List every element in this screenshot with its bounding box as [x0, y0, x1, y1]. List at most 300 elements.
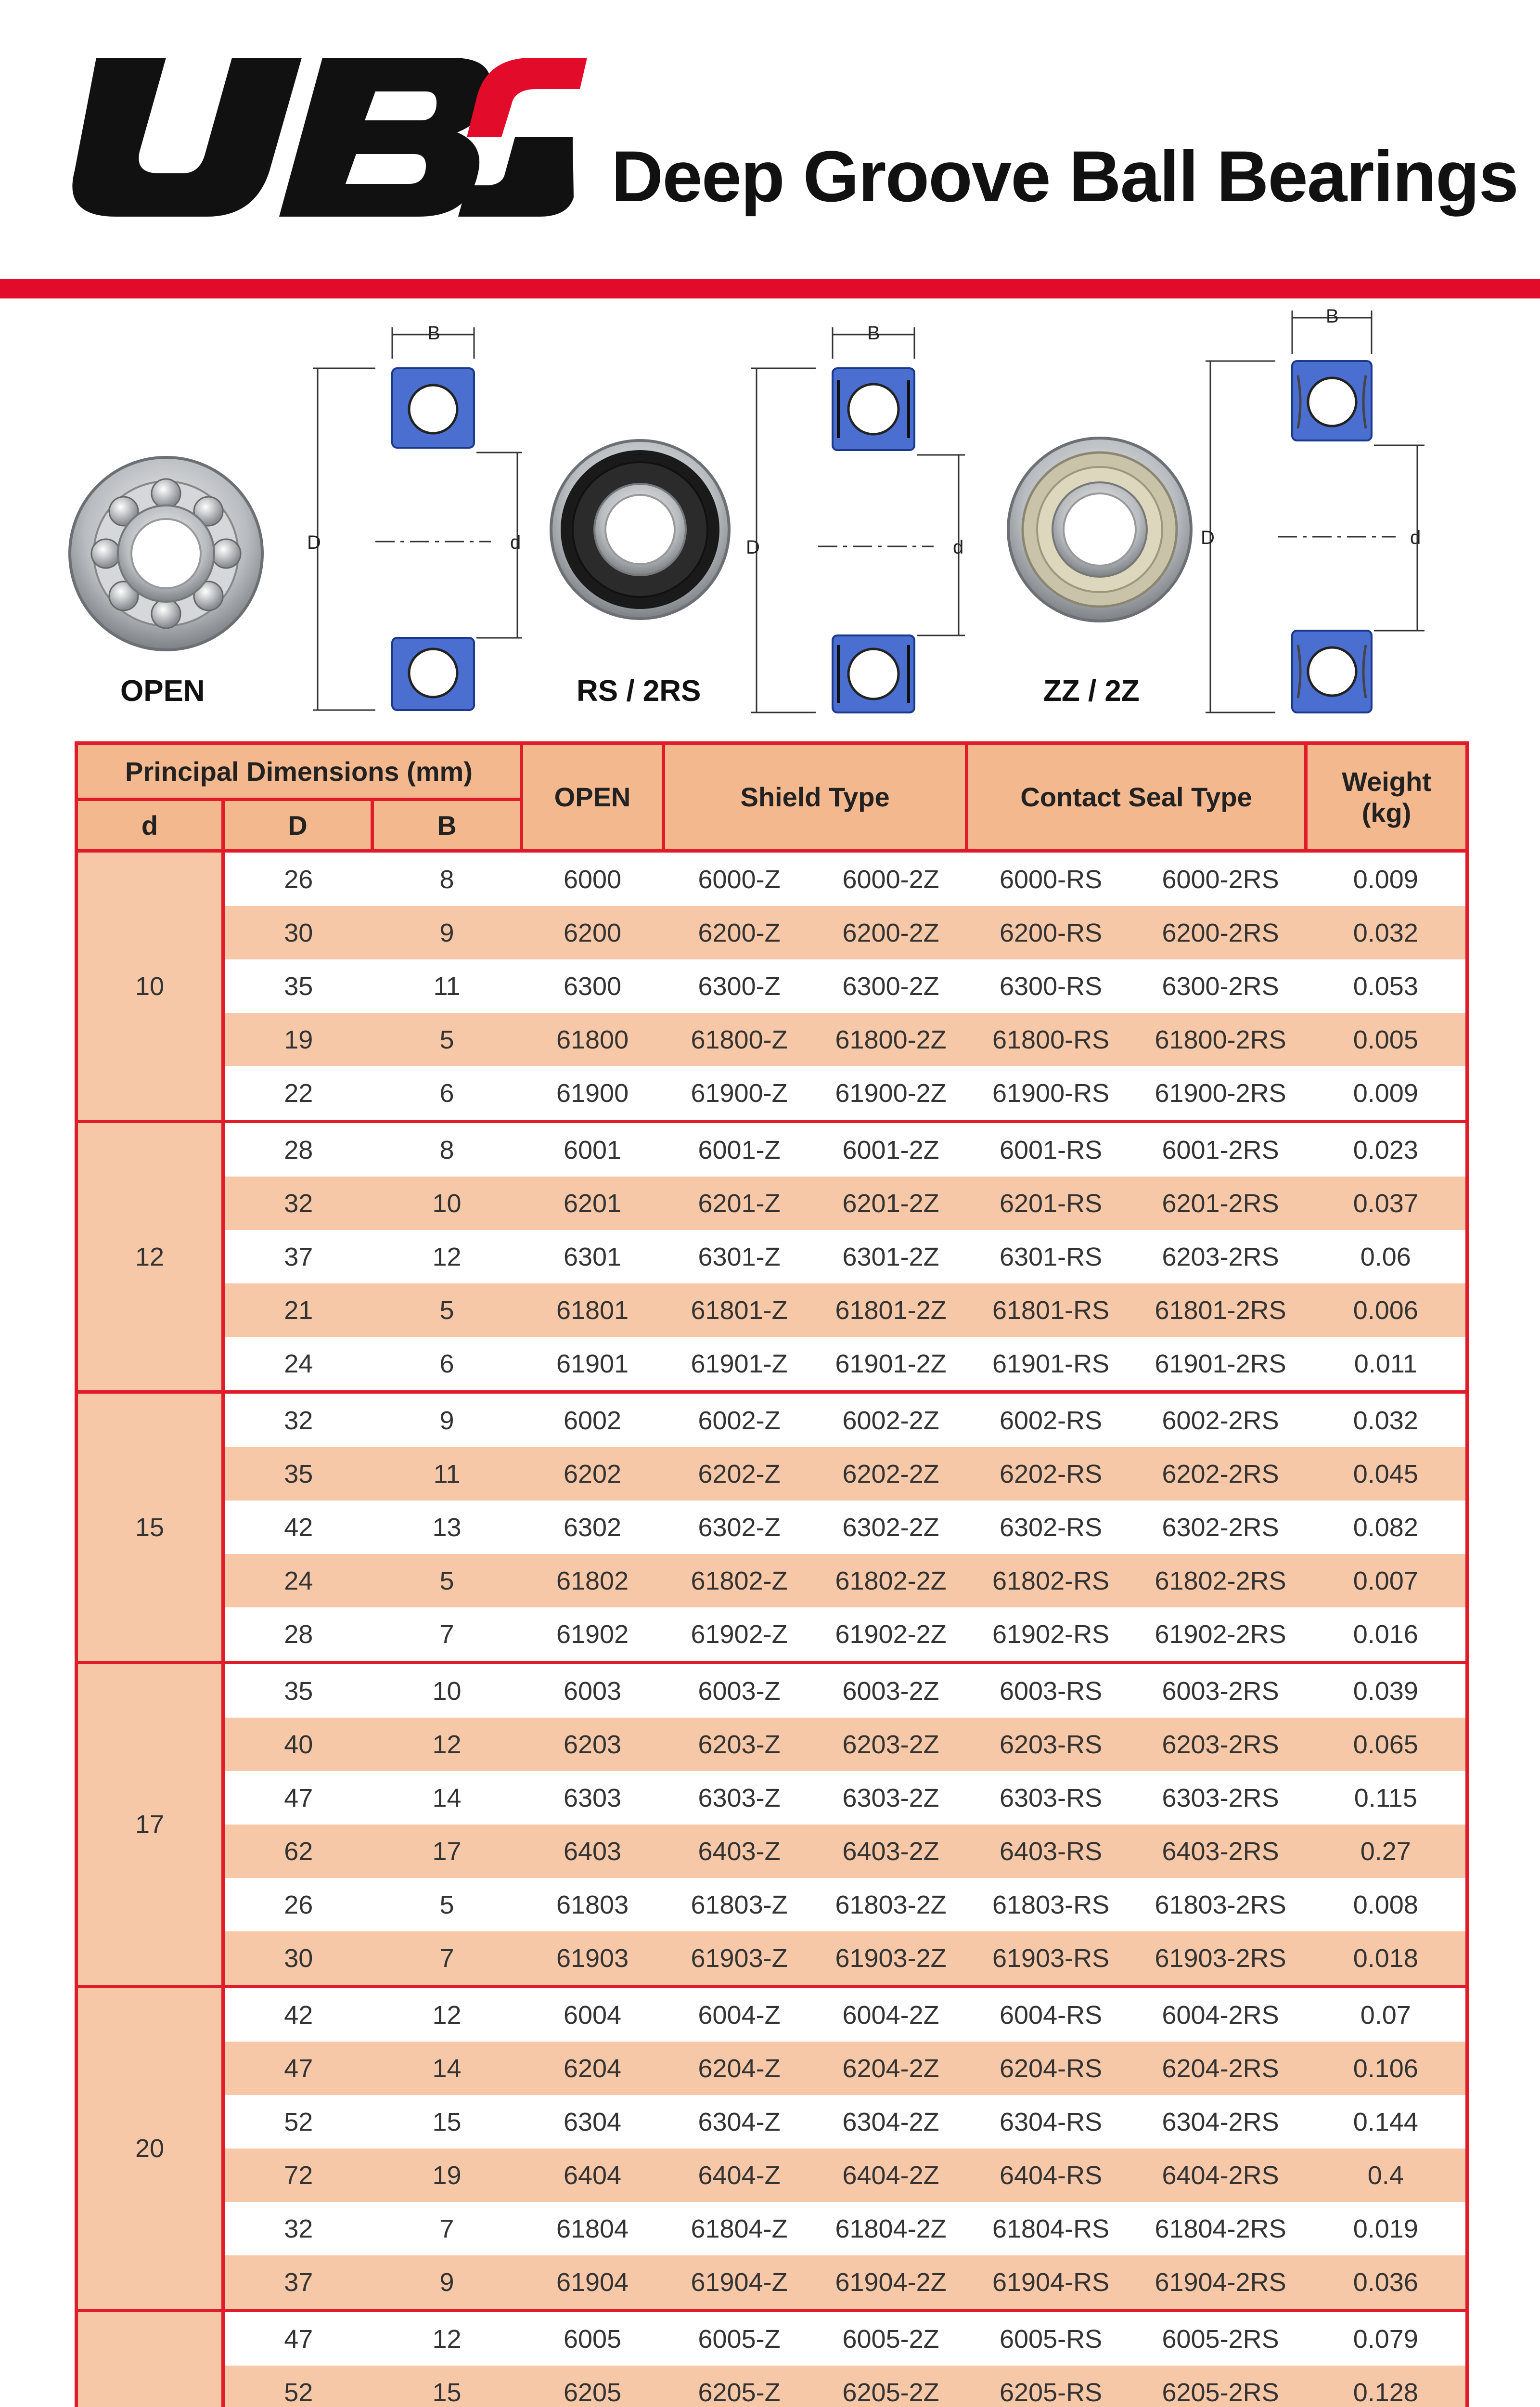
shield-2z-cell: 61800-2Z	[815, 1013, 967, 1066]
seal-rs-cell: 61901-RS	[967, 1337, 1135, 1392]
seal-rs-cell: 6304-RS	[967, 2095, 1135, 2148]
shield-2z-cell: 6205-2Z	[815, 2366, 967, 2407]
seal-2rs-cell: 61904-2RS	[1135, 2255, 1306, 2311]
open-part-cell: 6002	[522, 1392, 664, 1448]
open-part-cell: 6000	[522, 851, 664, 906]
shield-2z-cell: 61802-2Z	[815, 1554, 967, 1607]
width-cell: 8	[372, 1122, 522, 1177]
shield-z-cell: 6205-Z	[664, 2366, 815, 2407]
shield-2z-cell: 6005-2Z	[815, 2311, 967, 2366]
shield-z-cell: 61900-Z	[664, 1066, 815, 1122]
weight-cell: 0.036	[1306, 2255, 1467, 2311]
outer-diameter-cell: 37	[223, 2255, 372, 2311]
weight-cell: 0.037	[1306, 1177, 1467, 1230]
shield-z-cell: 6005-Z	[664, 2311, 815, 2366]
shield-2z-cell: 61900-2Z	[815, 1066, 967, 1122]
table-row	[77, 1337, 1467, 1392]
D-header: D	[223, 800, 372, 851]
table-row	[77, 1283, 1467, 1337]
seal-2rs-cell: 6005-2RS	[1135, 2311, 1306, 2366]
open-part-cell: 6005	[522, 2311, 664, 2366]
open-part-cell: 61904	[522, 2255, 664, 2311]
rs-cross-section-diagram	[751, 327, 965, 712]
table-row	[77, 1825, 1467, 1878]
seal-rs-cell: 6300-RS	[967, 959, 1135, 1013]
weight-cell: 0.039	[1306, 1663, 1467, 1718]
weight-cell: 0.016	[1306, 1607, 1467, 1663]
bearing-spec-table	[75, 741, 1469, 2407]
weight-cell: 0.011	[1306, 1337, 1467, 1392]
seal-2rs-cell: 61903-2RS	[1135, 1931, 1306, 1987]
outer-diameter-cell: 42	[223, 1501, 372, 1554]
seal-2rs-cell: 61800-2RS	[1135, 1013, 1306, 1066]
shield-z-cell: 61902-Z	[664, 1607, 815, 1663]
bearing-illustrations	[0, 308, 1540, 732]
seal-2rs-cell: 6000-2RS	[1135, 851, 1306, 906]
weight-cell: 0.082	[1306, 1501, 1467, 1554]
open-part-cell: 6202	[522, 1447, 664, 1501]
zz-cross-section-diagram	[1206, 311, 1424, 712]
seal-rs-cell: 6003-RS	[967, 1663, 1135, 1718]
B-header: B	[372, 800, 522, 851]
table-row	[77, 1931, 1467, 1987]
dim-label-b: B	[867, 323, 880, 344]
width-cell: 15	[372, 2366, 522, 2407]
seal-rs-cell: 6203-RS	[967, 1718, 1135, 1771]
outer-diameter-cell: 62	[223, 1825, 372, 1878]
weight-cell: 0.023	[1306, 1122, 1467, 1177]
seal-2rs-cell: 6203-2RS	[1135, 1230, 1306, 1283]
width-cell: 12	[372, 1230, 522, 1283]
weight-cell: 0.06	[1306, 1230, 1467, 1283]
shield-z-cell: 6000-Z	[664, 851, 815, 906]
shield-z-cell: 6202-Z	[664, 1447, 815, 1501]
weight-cell: 0.053	[1306, 959, 1467, 1013]
d-header: d	[77, 800, 223, 851]
width-cell: 12	[372, 2311, 522, 2366]
width-cell: 14	[372, 2042, 522, 2095]
shield-z-cell: 6203-Z	[664, 1718, 815, 1771]
outer-diameter-cell: 24	[223, 1554, 372, 1607]
open-part-cell: 6004	[522, 1987, 664, 2042]
open-part-cell: 61900	[522, 1066, 664, 1122]
shield-type-header: Shield Type	[664, 743, 967, 851]
seal-rs-cell: 6002-RS	[967, 1392, 1135, 1448]
shield-2z-cell: 61804-2Z	[815, 2202, 967, 2255]
open-part-cell: 6200	[522, 906, 664, 959]
seal-2rs-cell: 6205-2RS	[1135, 2366, 1306, 2407]
outer-diameter-cell: 47	[223, 2311, 372, 2366]
shield-z-cell: 61901-Z	[664, 1337, 815, 1392]
outer-diameter-cell: 37	[223, 1230, 372, 1283]
table-row	[77, 1392, 1467, 1448]
width-cell: 11	[372, 1447, 522, 1501]
outer-diameter-cell: 40	[223, 1718, 372, 1771]
ubc-logo	[63, 58, 587, 217]
width-cell: 10	[372, 1177, 522, 1230]
shield-2z-cell: 6404-2Z	[815, 2148, 967, 2202]
seal-2rs-cell: 6002-2RS	[1135, 1392, 1306, 1448]
bore-diameter-cell: 20	[77, 1987, 223, 2311]
weight-header: Weight (kg)	[1306, 743, 1467, 851]
open-part-cell: 61903	[522, 1931, 664, 1987]
outer-diameter-cell: 32	[223, 1177, 372, 1230]
width-cell: 5	[372, 1283, 522, 1337]
seal-rs-cell: 61800-RS	[967, 1013, 1135, 1066]
seal-rs-cell: 6000-RS	[967, 851, 1135, 906]
page-title: Deep Groove Ball Bearings	[611, 136, 1518, 217]
weight-cell: 0.005	[1306, 1013, 1467, 1066]
seal-2rs-cell: 6302-2RS	[1135, 1501, 1306, 1554]
seal-2rs-cell: 6204-2RS	[1135, 2042, 1306, 2095]
open-part-cell: 6203	[522, 1718, 664, 1771]
open-cross-section-diagram	[313, 327, 522, 710]
open-part-cell: 6403	[522, 1825, 664, 1878]
seal-rs-cell: 61900-RS	[967, 1066, 1135, 1122]
table-row	[77, 1771, 1467, 1825]
outer-diameter-cell: 72	[223, 2148, 372, 2202]
seal-rs-cell: 6202-RS	[967, 1447, 1135, 1501]
bore-diameter-cell: 12	[77, 1122, 223, 1392]
open-part-cell: 6301	[522, 1230, 664, 1283]
open-part-cell: 61800	[522, 1013, 664, 1066]
shield-z-cell: 6004-Z	[664, 1987, 815, 2042]
seal-2rs-cell: 61804-2RS	[1135, 2202, 1306, 2255]
table-row	[77, 2255, 1467, 2311]
bore-diameter-cell: 15	[77, 1392, 223, 1663]
seal-rs-cell: 61804-RS	[967, 2202, 1135, 2255]
weight-cell: 0.065	[1306, 1718, 1467, 1771]
variant-label-rs: RS / 2RS	[577, 674, 701, 708]
seal-rs-cell: 6200-RS	[967, 906, 1135, 959]
table-row	[77, 2366, 1467, 2407]
open-part-cell: 61804	[522, 2202, 664, 2255]
weight-cell: 0.009	[1306, 851, 1467, 906]
zz-bearing-photo	[1008, 438, 1191, 621]
table-row	[77, 1122, 1467, 1177]
table-row	[77, 1447, 1467, 1501]
weight-cell: 0.115	[1306, 1771, 1467, 1825]
table-row	[77, 959, 1467, 1013]
open-part-cell: 6300	[522, 959, 664, 1013]
seal-2rs-cell: 6001-2RS	[1135, 1122, 1306, 1177]
width-cell: 11	[372, 959, 522, 1013]
seal-rs-cell: 6004-RS	[967, 1987, 1135, 2042]
seal-rs-cell: 6404-RS	[967, 2148, 1135, 2202]
weight-cell: 0.008	[1306, 1878, 1467, 1931]
open-bearing-photo	[70, 457, 262, 650]
seal-2rs-cell: 6200-2RS	[1135, 906, 1306, 959]
open-part-cell: 61802	[522, 1554, 664, 1607]
shield-z-cell: 6303-Z	[664, 1771, 815, 1825]
dim-label-inner: d	[953, 537, 964, 558]
shield-2z-cell: 6204-2Z	[815, 2042, 967, 2095]
shield-z-cell: 6200-Z	[664, 906, 815, 959]
shield-z-cell: 6300-Z	[664, 959, 815, 1013]
bearing-spec-table-body	[77, 851, 1467, 2407]
header-divider	[0, 279, 1540, 298]
table-row	[77, 1230, 1467, 1283]
seal-2rs-cell: 6003-2RS	[1135, 1663, 1306, 1718]
table-row	[77, 1878, 1467, 1931]
shield-z-cell: 61804-Z	[664, 2202, 815, 2255]
weight-cell: 0.009	[1306, 1066, 1467, 1122]
seal-2rs-cell: 6403-2RS	[1135, 1825, 1306, 1878]
weight-cell: 0.006	[1306, 1283, 1467, 1337]
dim-label-inner: d	[1410, 527, 1421, 548]
width-cell: 12	[372, 1987, 522, 2042]
width-cell: 9	[372, 906, 522, 959]
bore-diameter-cell: 10	[77, 851, 223, 1122]
shield-2z-cell: 6000-2Z	[815, 851, 967, 906]
shield-z-cell: 6001-Z	[664, 1122, 815, 1177]
variant-label-zz: ZZ / 2Z	[1043, 674, 1140, 708]
dim-label-b: B	[1326, 308, 1339, 327]
table-row	[77, 851, 1467, 906]
seal-rs-cell: 6205-RS	[967, 2366, 1135, 2407]
header	[0, 0, 1540, 279]
table-row	[77, 1013, 1467, 1066]
seal-rs-cell: 6204-RS	[967, 2042, 1135, 2095]
seal-2rs-cell: 6203-2RS	[1135, 1718, 1306, 1771]
shield-2z-cell: 6201-2Z	[815, 1177, 967, 1230]
weight-cell: 0.045	[1306, 1447, 1467, 1501]
outer-diameter-cell: 30	[223, 906, 372, 959]
dim-label-outer: D	[1201, 527, 1215, 548]
table-row	[77, 2202, 1467, 2255]
open-part-cell: 61902	[522, 1607, 664, 1663]
table-row	[77, 2095, 1467, 2148]
shield-2z-cell: 61904-2Z	[815, 2255, 967, 2311]
table-row	[77, 2148, 1467, 2202]
outer-diameter-cell: 28	[223, 1122, 372, 1177]
seal-rs-cell: 6303-RS	[967, 1771, 1135, 1825]
width-cell: 5	[372, 1878, 522, 1931]
open-part-cell: 61801	[522, 1283, 664, 1337]
outer-diameter-cell: 32	[223, 1392, 372, 1448]
width-cell: 13	[372, 1501, 522, 1554]
outer-diameter-cell: 19	[223, 1013, 372, 1066]
outer-diameter-cell: 35	[223, 1447, 372, 1501]
seal-2rs-cell: 6303-2RS	[1135, 1771, 1306, 1825]
outer-diameter-cell: 32	[223, 2202, 372, 2255]
shield-z-cell: 61800-Z	[664, 1013, 815, 1066]
width-cell: 17	[372, 1825, 522, 1878]
width-cell: 5	[372, 1554, 522, 1607]
shield-2z-cell: 61903-2Z	[815, 1931, 967, 1987]
seal-2rs-cell: 61900-2RS	[1135, 1066, 1306, 1122]
seal-2rs-cell: 6300-2RS	[1135, 959, 1306, 1013]
shield-z-cell: 6304-Z	[664, 2095, 815, 2148]
width-cell: 7	[372, 1931, 522, 1987]
weight-cell: 0.079	[1306, 2311, 1467, 2366]
width-cell: 5	[372, 1013, 522, 1066]
variant-label-open: OPEN	[120, 674, 205, 708]
weight-cell: 0.007	[1306, 1554, 1467, 1607]
table-row	[77, 1501, 1467, 1554]
seal-2rs-cell: 61902-2RS	[1135, 1607, 1306, 1663]
shield-z-cell: 61903-Z	[664, 1931, 815, 1987]
table-row	[77, 1718, 1467, 1771]
open-part-cell: 6302	[522, 1501, 664, 1554]
table-row	[77, 1177, 1467, 1230]
outer-diameter-cell: 52	[223, 2095, 372, 2148]
seal-rs-cell: 6403-RS	[967, 1825, 1135, 1878]
shield-2z-cell: 61901-2Z	[815, 1337, 967, 1392]
shield-2z-cell: 61803-2Z	[815, 1878, 967, 1931]
shield-z-cell: 61904-Z	[664, 2255, 815, 2311]
shield-z-cell: 6003-Z	[664, 1663, 815, 1718]
width-cell: 9	[372, 1392, 522, 1448]
weight-cell: 0.128	[1306, 2366, 1467, 2407]
open-part-cell: 61803	[522, 1878, 664, 1931]
seal-rs-cell: 61903-RS	[967, 1931, 1135, 1987]
table-row	[77, 2311, 1467, 2366]
open-part-cell: 6304	[522, 2095, 664, 2148]
bearing-spec-table-wrap	[75, 741, 1465, 2407]
principal-dimensions-header: Principal Dimensions (mm)	[77, 743, 522, 800]
shield-2z-cell: 61801-2Z	[815, 1283, 967, 1337]
dim-label-outer: D	[746, 537, 760, 558]
width-cell: 10	[372, 1663, 522, 1718]
outer-diameter-cell: 26	[223, 851, 372, 906]
table-row	[77, 906, 1467, 959]
open-header: OPEN	[522, 743, 664, 851]
outer-diameter-cell: 42	[223, 1987, 372, 2042]
open-part-cell: 6303	[522, 1771, 664, 1825]
width-cell: 8	[372, 851, 522, 906]
rs-bearing-photo	[551, 440, 729, 619]
contact-seal-header: Contact Seal Type	[967, 743, 1306, 851]
bore-diameter-cell: 17	[77, 1663, 223, 1987]
width-cell: 6	[372, 1066, 522, 1122]
outer-diameter-cell: 22	[223, 1066, 372, 1122]
bore-diameter-cell	[77, 2311, 223, 2407]
shield-2z-cell: 6003-2Z	[815, 1663, 967, 1718]
open-part-cell: 6205	[522, 2366, 664, 2407]
table-row	[77, 1663, 1467, 1718]
width-cell: 7	[372, 2202, 522, 2255]
outer-diameter-cell: 28	[223, 1607, 372, 1663]
shield-z-cell: 61801-Z	[664, 1283, 815, 1337]
outer-diameter-cell: 35	[223, 959, 372, 1013]
weight-cell: 0.106	[1306, 2042, 1467, 2095]
shield-z-cell: 61803-Z	[664, 1878, 815, 1931]
dim-label-inner: d	[510, 532, 521, 553]
width-cell: 9	[372, 2255, 522, 2311]
shield-z-cell: 6302-Z	[664, 1501, 815, 1554]
seal-2rs-cell: 61803-2RS	[1135, 1878, 1306, 1931]
dim-label-b: B	[427, 323, 440, 344]
seal-rs-cell: 6301-RS	[967, 1230, 1135, 1283]
seal-rs-cell: 61902-RS	[967, 1607, 1135, 1663]
outer-diameter-cell: 30	[223, 1931, 372, 1987]
seal-2rs-cell: 6201-2RS	[1135, 1177, 1306, 1230]
open-part-cell: 6201	[522, 1177, 664, 1230]
shield-z-cell: 6204-Z	[664, 2042, 815, 2095]
seal-rs-cell: 61802-RS	[967, 1554, 1135, 1607]
shield-z-cell: 6002-Z	[664, 1392, 815, 1448]
weight-cell: 0.018	[1306, 1931, 1467, 1987]
weight-cell: 0.4	[1306, 2148, 1467, 2202]
open-part-cell: 6404	[522, 2148, 664, 2202]
shield-2z-cell: 6403-2Z	[815, 1825, 967, 1878]
seal-rs-cell: 6302-RS	[967, 1501, 1135, 1554]
seal-2rs-cell: 6304-2RS	[1135, 2095, 1306, 2148]
seal-rs-cell: 6201-RS	[967, 1177, 1135, 1230]
weight-cell: 0.144	[1306, 2095, 1467, 2148]
open-part-cell: 61901	[522, 1337, 664, 1392]
width-cell: 19	[372, 2148, 522, 2202]
outer-diameter-cell: 24	[223, 1337, 372, 1392]
seal-rs-cell: 61801-RS	[967, 1283, 1135, 1337]
shield-z-cell: 6201-Z	[664, 1177, 815, 1230]
dim-label-outer: D	[307, 532, 321, 553]
shield-z-cell: 6301-Z	[664, 1230, 815, 1283]
table-row	[77, 1066, 1467, 1122]
shield-2z-cell: 6001-2Z	[815, 1122, 967, 1177]
outer-diameter-cell: 52	[223, 2366, 372, 2407]
weight-cell: 0.27	[1306, 1825, 1467, 1878]
table-row	[77, 1607, 1467, 1663]
seal-2rs-cell: 61802-2RS	[1135, 1554, 1306, 1607]
weight-cell: 0.032	[1306, 1392, 1467, 1448]
open-part-cell: 6204	[522, 2042, 664, 2095]
seal-2rs-cell: 6404-2RS	[1135, 2148, 1306, 2202]
shield-z-cell: 6404-Z	[664, 2148, 815, 2202]
width-cell: 15	[372, 2095, 522, 2148]
shield-2z-cell: 6300-2Z	[815, 959, 967, 1013]
width-cell: 12	[372, 1718, 522, 1771]
seal-2rs-cell: 6202-2RS	[1135, 1447, 1306, 1501]
seal-rs-cell: 6005-RS	[967, 2311, 1135, 2366]
weight-cell: 0.07	[1306, 1987, 1467, 2042]
outer-diameter-cell: 47	[223, 2042, 372, 2095]
outer-diameter-cell: 35	[223, 1663, 372, 1718]
shield-2z-cell: 6301-2Z	[815, 1230, 967, 1283]
shield-2z-cell: 61902-2Z	[815, 1607, 967, 1663]
shield-2z-cell: 6002-2Z	[815, 1392, 967, 1448]
seal-2rs-cell: 61801-2RS	[1135, 1283, 1306, 1337]
table-row	[77, 1554, 1467, 1607]
seal-rs-cell: 61904-RS	[967, 2255, 1135, 2311]
shield-2z-cell: 6303-2Z	[815, 1771, 967, 1825]
width-cell: 14	[372, 1771, 522, 1825]
shield-2z-cell: 6202-2Z	[815, 1447, 967, 1501]
open-part-cell: 6003	[522, 1663, 664, 1718]
weight-cell: 0.032	[1306, 906, 1467, 959]
seal-rs-cell: 61803-RS	[967, 1878, 1135, 1931]
seal-rs-cell: 6001-RS	[967, 1122, 1135, 1177]
width-cell: 7	[372, 1607, 522, 1663]
shield-2z-cell: 6302-2Z	[815, 1501, 967, 1554]
weight-cell: 0.019	[1306, 2202, 1467, 2255]
seal-2rs-cell: 61901-2RS	[1135, 1337, 1306, 1392]
shield-2z-cell: 6004-2Z	[815, 1987, 967, 2042]
outer-diameter-cell: 21	[223, 1283, 372, 1337]
outer-diameter-cell: 47	[223, 1771, 372, 1825]
width-cell: 6	[372, 1337, 522, 1392]
open-part-cell: 6001	[522, 1122, 664, 1177]
shield-2z-cell: 6304-2Z	[815, 2095, 967, 2148]
table-row	[77, 2042, 1467, 2095]
shield-2z-cell: 6200-2Z	[815, 906, 967, 959]
shield-2z-cell: 6203-2Z	[815, 1718, 967, 1771]
shield-z-cell: 6403-Z	[664, 1825, 815, 1878]
seal-2rs-cell: 6004-2RS	[1135, 1987, 1306, 2042]
shield-z-cell: 61802-Z	[664, 1554, 815, 1607]
outer-diameter-cell: 26	[223, 1878, 372, 1931]
